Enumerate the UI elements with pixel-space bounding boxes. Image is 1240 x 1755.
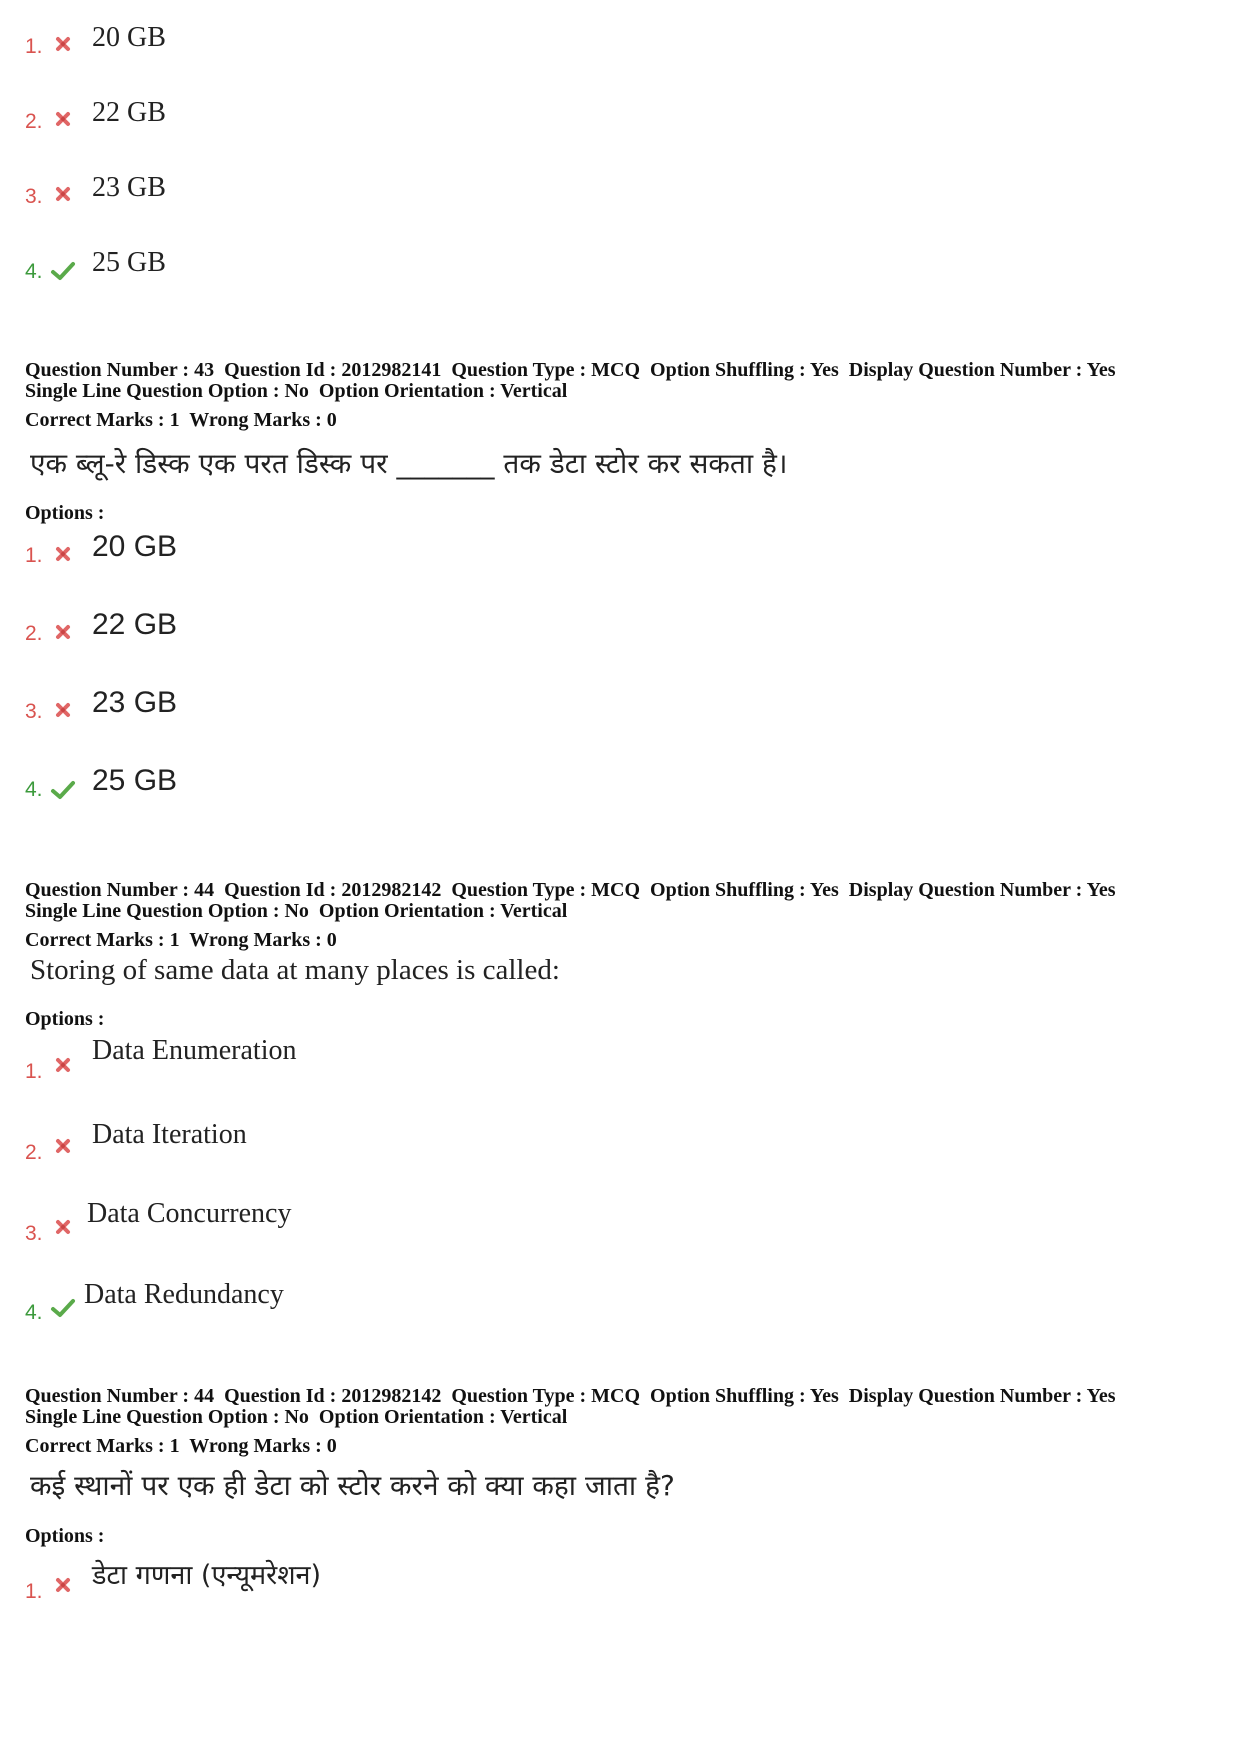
options-label: Options : (25, 502, 105, 524)
question-marks: Correct Marks : 1 Wrong Marks : 0 (25, 929, 337, 951)
cross-icon (50, 541, 76, 567)
option-text: 25 GB (92, 247, 166, 278)
option-text: Data Redundancy (84, 1279, 284, 1310)
option-number: 1. (25, 1060, 43, 1083)
option-row (0, 1198, 600, 1245)
option-row (0, 1279, 600, 1324)
cross-icon (50, 181, 76, 207)
option-number: 1. (25, 35, 43, 58)
question-meta-line-2: Single Line Question Option : No Option Orientation : Vertical (25, 900, 568, 922)
option-text: 25 GB (92, 764, 178, 797)
cross-icon (50, 1572, 76, 1598)
question-text: एक ब्लू-रे डिस्क एक परत डिस्क पर _______ तक डेटा स्टोर कर सकता है। (30, 447, 788, 480)
option-row (0, 764, 600, 804)
cross-icon (50, 106, 76, 132)
cross-icon (50, 1052, 76, 1078)
option-number: 4. (25, 260, 43, 283)
question-text: कई स्थानों पर एक ही डेटा को स्टोर करने को क्या कहा जाता है? (30, 1469, 675, 1502)
question-marks: Correct Marks : 1 Wrong Marks : 0 (25, 1435, 337, 1457)
option-text: Data Concurrency (87, 1198, 292, 1229)
option-row (0, 1119, 600, 1164)
option-text: Data Enumeration (92, 1035, 297, 1066)
option-number: 1. (25, 1580, 43, 1603)
question-text: Storing of same data at many places is called: (30, 954, 560, 986)
cross-icon (50, 31, 76, 57)
option-text: 20 GB (92, 530, 178, 563)
option-text: 22 GB (92, 97, 166, 128)
option-row (0, 530, 600, 570)
question-meta-line-2: Single Line Question Option : No Option Orientation : Vertical (25, 380, 568, 402)
option-text: 23 GB (92, 686, 178, 719)
option-number: 2. (25, 622, 43, 645)
cross-icon (50, 1133, 76, 1159)
question-marks: Correct Marks : 1 Wrong Marks : 0 (25, 409, 337, 431)
option-text: 20 GB (92, 22, 166, 53)
option-row (0, 172, 600, 212)
option-number: 4. (25, 778, 43, 801)
question-meta-line-1: Question Number : 44 Question Id : 2012982142 Question Type : MCQ Option Shuffling : Yes Display Question Number : Yes (25, 1385, 1116, 1407)
check-icon (50, 1295, 76, 1321)
option-text: 22 GB (92, 608, 178, 641)
option-row (0, 1555, 600, 1603)
option-text: 23 GB (92, 172, 166, 203)
check-icon (50, 258, 76, 284)
question-meta-line-2: Single Line Question Option : No Option Orientation : Vertical (25, 1406, 568, 1428)
cross-icon (50, 697, 76, 723)
option-row (0, 22, 600, 62)
question-meta-line-1: Question Number : 43 Question Id : 2012982141 Question Type : MCQ Option Shuffling : Yes Display Question Number : Yes (25, 359, 1116, 381)
option-number: 2. (25, 1141, 43, 1164)
option-row (0, 97, 600, 137)
cross-icon (50, 1214, 76, 1240)
option-row (0, 247, 600, 287)
option-number: 3. (25, 1222, 43, 1245)
option-text: डेटा गणना (एन्यूमरेशन) (92, 1560, 322, 1591)
options-label: Options : (25, 1008, 105, 1030)
option-number: 3. (25, 700, 43, 723)
option-row (0, 608, 600, 648)
question-meta-line-1: Question Number : 44 Question Id : 2012982142 Question Type : MCQ Option Shuffling : Yes Display Question Number : Yes (25, 879, 1116, 901)
option-number: 4. (25, 1301, 43, 1324)
option-number: 3. (25, 185, 43, 208)
check-icon (50, 777, 76, 803)
options-label: Options : (25, 1525, 105, 1547)
option-number: 2. (25, 110, 43, 133)
cross-icon (50, 619, 76, 645)
option-number: 1. (25, 544, 43, 567)
option-text: Data Iteration (92, 1119, 247, 1150)
option-row (0, 686, 600, 726)
option-row (0, 1035, 600, 1083)
